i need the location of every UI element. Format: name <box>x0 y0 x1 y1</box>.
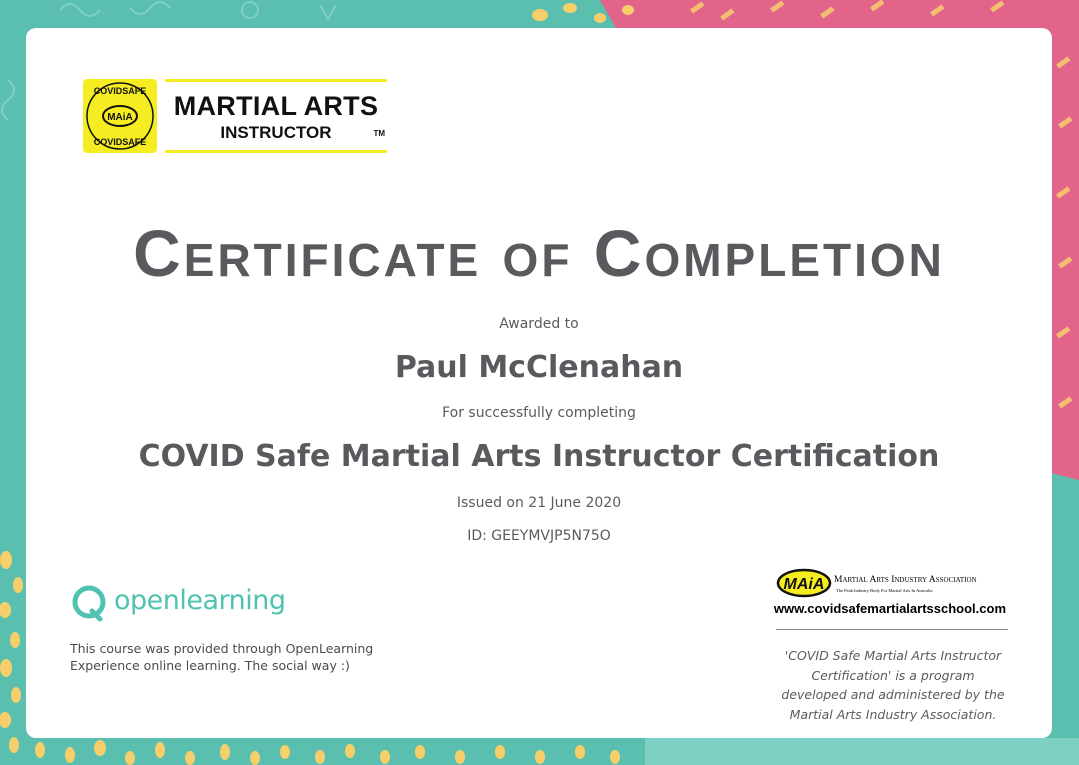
trademark-mark: TM <box>373 129 385 138</box>
svg-text:MAiA: MAiA <box>107 112 133 123</box>
maia-badge-icon <box>776 568 832 598</box>
awarded-label: Awarded to <box>499 316 579 332</box>
provider-note <box>70 640 410 674</box>
covidsafe-seal-icon <box>83 79 157 153</box>
logo-subtitle: INSTRUCTOR <box>220 123 332 142</box>
association-note <box>764 646 1022 724</box>
maia-website-link[interactable]: www.covidsafemartialartsschool.com <box>773 601 1006 616</box>
certificate-card <box>26 28 1052 738</box>
certificate-id: ID: GEEYMVJP5N75O <box>467 528 611 544</box>
logo-wordmark <box>165 79 387 153</box>
course-name: COVID Safe Martial Arts Instructor Certification <box>138 439 940 474</box>
issued-date: Issued on 21 June 2020 <box>456 495 622 511</box>
logo-title: MARTIAL ARTS <box>173 91 379 121</box>
covidsafe-instructor-logo <box>83 79 387 153</box>
divider <box>776 629 1008 630</box>
association-note-line: 'COVID Safe Martial Arts Instructor <box>784 648 1002 663</box>
recipient-name: Paul McClenahan <box>394 350 684 385</box>
svg-text:COVIDSAFE: COVIDSAFE <box>93 86 147 96</box>
provider-note-line: This course was provided through OpenLearning <box>70 641 374 656</box>
certificate-title: Certificate of Completion <box>133 216 945 290</box>
maia-tagline: The Peak Industry Body For Martial Arts In Australia <box>836 588 933 593</box>
association-note-line: Certification' is a program <box>811 667 975 683</box>
svg-text:MAiA: MAiA <box>783 576 825 593</box>
covidsafe-badge <box>83 79 157 153</box>
association-note-line: developed and administered by the <box>781 687 1005 702</box>
association-note-line: Martial Arts Industry Association. <box>789 706 997 722</box>
svg-text:COVIDSAFE: COVIDSAFE <box>93 137 147 147</box>
completing-label: For successfully completing <box>442 405 636 421</box>
openlearning-wordmark: openlearning <box>114 585 286 616</box>
provider-note-line: Experience online learning. The social way :) <box>70 658 350 673</box>
maia-association-name: Martial Arts Industry Association <box>834 575 977 585</box>
openlearning-icon <box>70 583 110 623</box>
openlearning-logo[interactable] <box>70 583 290 623</box>
